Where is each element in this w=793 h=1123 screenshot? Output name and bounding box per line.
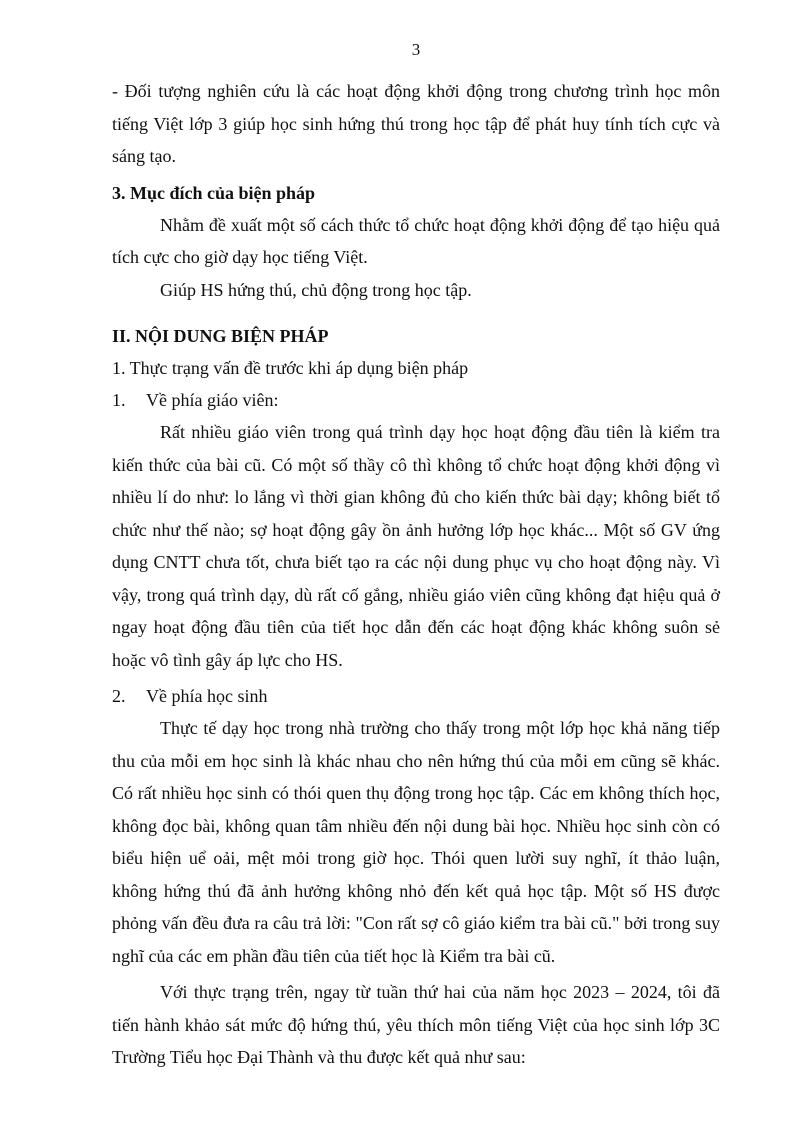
list-item-teacher <box>112 384 720 416</box>
document-body <box>112 75 720 1074</box>
list-number: 1. <box>112 390 126 410</box>
page-number: 3 <box>411 40 421 59</box>
section-heading-content: II. NỘI DUNG BIỆN PHÁP <box>112 326 329 346</box>
subsection-heading-current-state: 1. Thực trạng vấn đề trước khi áp dụng biện pháp <box>112 358 469 378</box>
paragraph-student-side: Thực tế dạy học trong nhà trường cho thấy trong một lớp học khả năng tiếp thu của mỗi em học sinh là khác nhau cho nên hứng thú của mỗi em cũng sẽ khác. Có rất nhiều học sinh có thói quen thụ động trong học tập. Các em không thích học, không đọc bài, không quan tâm nhiều đến nội dung bài học. Nhiều học sinh còn có biểu hiện uể oải, mệt mỏi trong giờ học. Thói quen lười suy nghĩ, ít thảo luận, không hứng thú đã ảnh hưởng không nhỏ đến kết quả học tập. Một số HS được phỏng vấn đều đưa ra câu trả lời: "Con rất sợ cô giáo kiểm tra bài cũ." bởi trong suy nghĩ của các em phần đầu tiên của tiết học là Kiểm tra bài cũ. <box>112 718 720 966</box>
list-item-label: Về phía giáo viên: <box>146 390 279 410</box>
paragraph-research-object: - Đối tượng nghiên cứu là các hoạt động khởi động trong chương trình học môn tiếng Việt lớp 3 giúp học sinh hứng thú trong học tập để phát huy tính tích cực và sáng tạo. <box>112 81 720 166</box>
paragraph-purpose-1: Nhằm đề xuất một số cách thức tổ chức hoạt động khởi động để tạo hiệu quả tích cực cho giờ dạy học tiếng Việt. <box>112 214 720 267</box>
paragraph-purpose-2: Giúp HS hứng thú, chủ động trong học tập. <box>160 279 472 300</box>
paragraph-survey-intro: Với thực trạng trên, ngay từ tuần thứ hai của năm học 2023 – 2024, tôi đã tiến hành khảo sát mức độ hứng thú, yêu thích môn tiếng Việt của học sinh lớp 3C Trường Tiểu học Đại Thành và thu được kết quả như sau: <box>112 982 720 1067</box>
list-item-student <box>112 680 720 712</box>
list-item-label: Về phía học sinh <box>146 686 268 706</box>
paragraph-teacher-side: Rất nhiều giáo viên trong quá trình dạy học hoạt động đầu tiên là kiểm tra kiến thức của bài cũ. Có một số thầy cô thì không tổ chức hoạt động khởi động vì nhiều lí do như: lo lắng vì thời gian không đủ cho kiến thức bài dạy; không biết tổ chức như thế nào; sợ hoạt động gây ồn ảnh hưởng lớp học khác... Một số GV ứng dụng CNTT chưa tốt, chưa biết tạo ra các nội dung phục vụ cho hoạt động này. Vì vậy, trong quá trình dạy, dù rất cố gắng, nhiều giáo viên cũng không đạt hiệu quả ở ngay hoạt động đầu tiên của tiết học dẫn đến các hoạt động khác không suôn sẻ hoặc vô tình gây áp lực cho HS. <box>112 422 720 670</box>
list-number: 2. <box>112 686 126 706</box>
section-heading-purpose: 3. Mục đích của biện pháp <box>112 182 316 203</box>
